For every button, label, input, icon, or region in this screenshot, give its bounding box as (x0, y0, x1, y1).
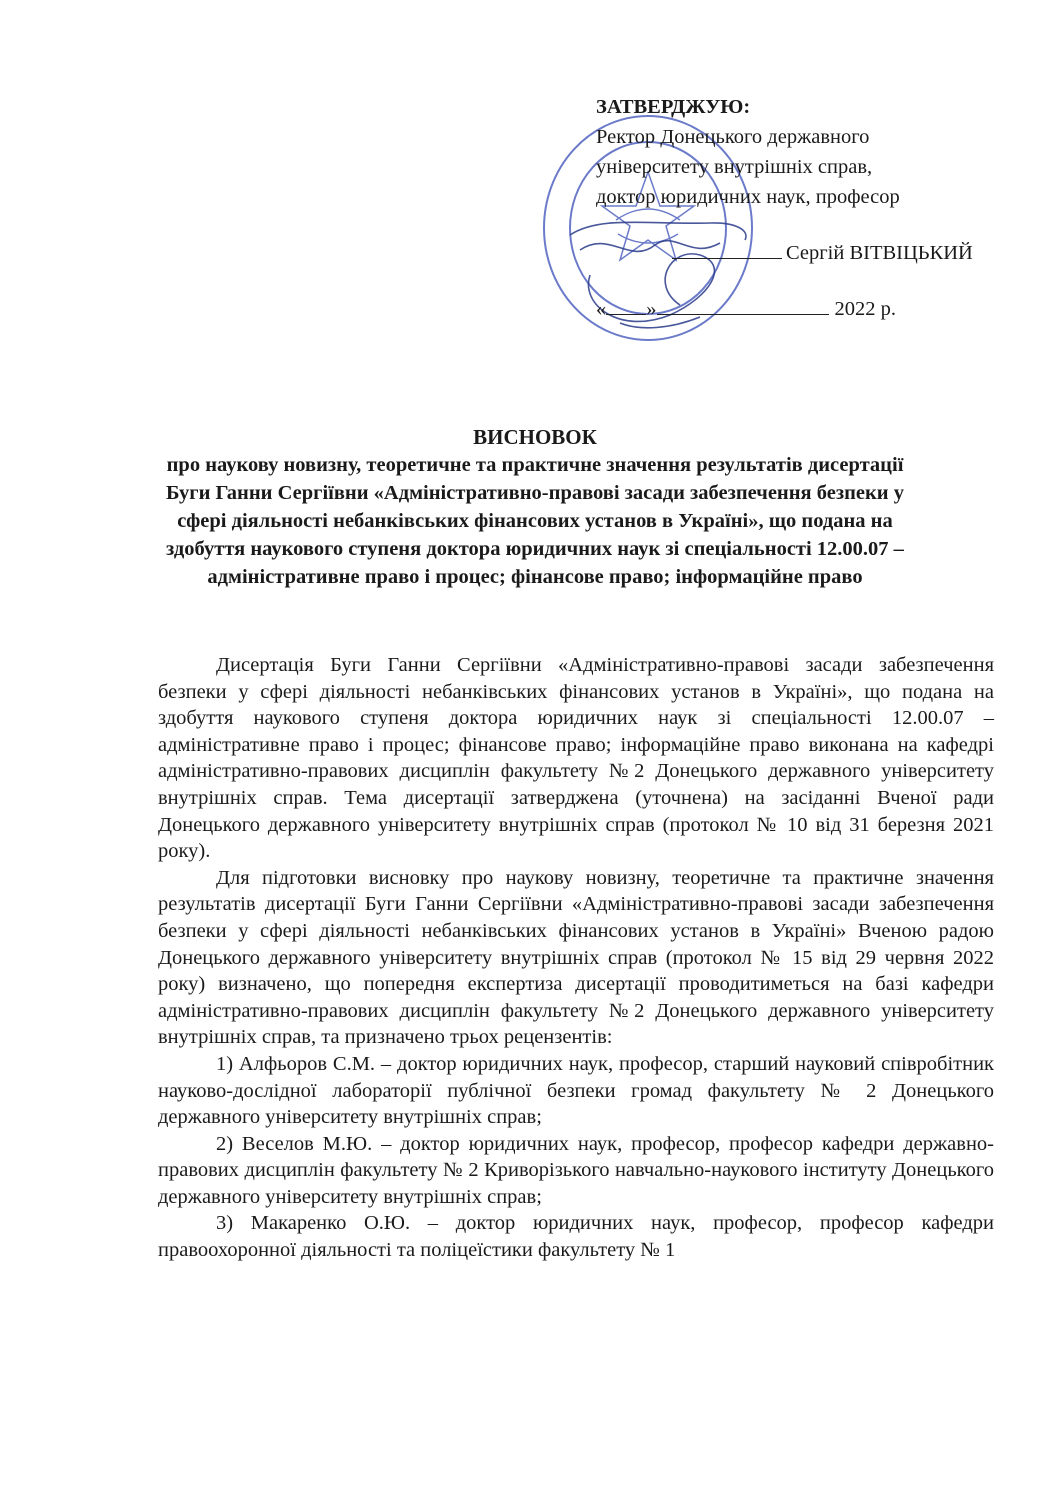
rector-name: Сергій ВІТВІЦЬКИЙ (786, 242, 973, 264)
date-line (596, 296, 1016, 321)
date-quote-close: » (646, 298, 657, 320)
day-blank (606, 296, 646, 315)
document-body (158, 652, 994, 1264)
reviewer-item-3: 3) Макаренко О.Ю. – доктор юридичних наук, професор, професор кафедри правоохоронної діяльності та поліцеїстики факультету № 1 (158, 1212, 994, 1262)
reviewer-item-2: 2) Веселов М.Ю. – доктор юридичних наук, професор, професор кафедри державно-правових дисциплін факультету № 2 Криворізького навчально-наукового інституту Донецького державного університету внутрішніх справ; (158, 1132, 994, 1208)
approval-heading: ЗАТВЕРДЖУЮ: (596, 96, 751, 118)
rector-signature (560, 205, 760, 345)
signature-blank (672, 240, 782, 259)
date-year: 2022 р. (834, 298, 896, 320)
paragraph-2: Для підготовки висновку про наукову новизну, теоретичне та практичне значення результатів дисертації Буги Ганни Сергіївни «Адміністративно-правові засади забезпечення безпеки у сфері діяльності небанківських фінансових установ в Україні» Вченою радою Донецького державного університету внутрішніх справ (протокол № 15 від 29 червня 2022 року) визначено, що попередня експертиза дисертації проводитиметься на базі кафедри адміністративно-правових дисциплін факультету №2 Донецького державного університету внутрішніх справ, та призначено трьох рецензентів: (158, 866, 994, 1049)
month-blank (657, 296, 829, 315)
paragraph-1: Дисертація Буги Ганни Сергіївни «Адміністративно-правові засади забезпечення безпеки у сфері діяльності небанківських фінансових установ в Україні», що подана на здобуття наукового ступеня доктора юридичних наук зі спеціальності 12.00.07 – адміністративне право і процес; фінансове право; інформаційне право виконана на кафедрі адміністративно-правових дисциплін факультету №2 Донецького державного університету внутрішніх справ. Тема дисертації затверджена (уточнена) на засіданні Вченої ради Донецького державного університету внутрішніх справ (протокол № 10 від 31 березня 2021 року). (158, 654, 994, 863)
document-title: ВИСНОВОК (473, 425, 597, 449)
reviewer-item-1: 1) Алфьоров С.М. – доктор юридичних наук, професор, старший науковий співробітник науково-дослідної лабораторії публічної безпеки громад факультету № 2 Донецького державного університету внутрішніх справ; (158, 1052, 994, 1129)
approval-line-3: доктор юридичних наук, професор (596, 186, 900, 208)
signature-line (672, 240, 1058, 265)
date-quote-open: « (596, 298, 607, 320)
approval-line-1: Ректор Донецького державного (596, 126, 870, 148)
approval-block (596, 92, 1016, 212)
document-subtitle: про наукову новизну, теоретичне та практичне значення результатів дисертації Буги Ганни Сергіївни «Адміністративно-правові засади забезпечення безпеки у сфері діяльності небанківських фінансових установ в Україні», що подана на здобуття наукового ступеня доктора юридичних наук зі спеціальності 12.00.07 – адміністративне право і процес; фінансове право; інформаційне право (166, 454, 904, 588)
document-title-block (150, 423, 920, 591)
approval-line-2: університету внутрішніх справ, (596, 156, 873, 178)
